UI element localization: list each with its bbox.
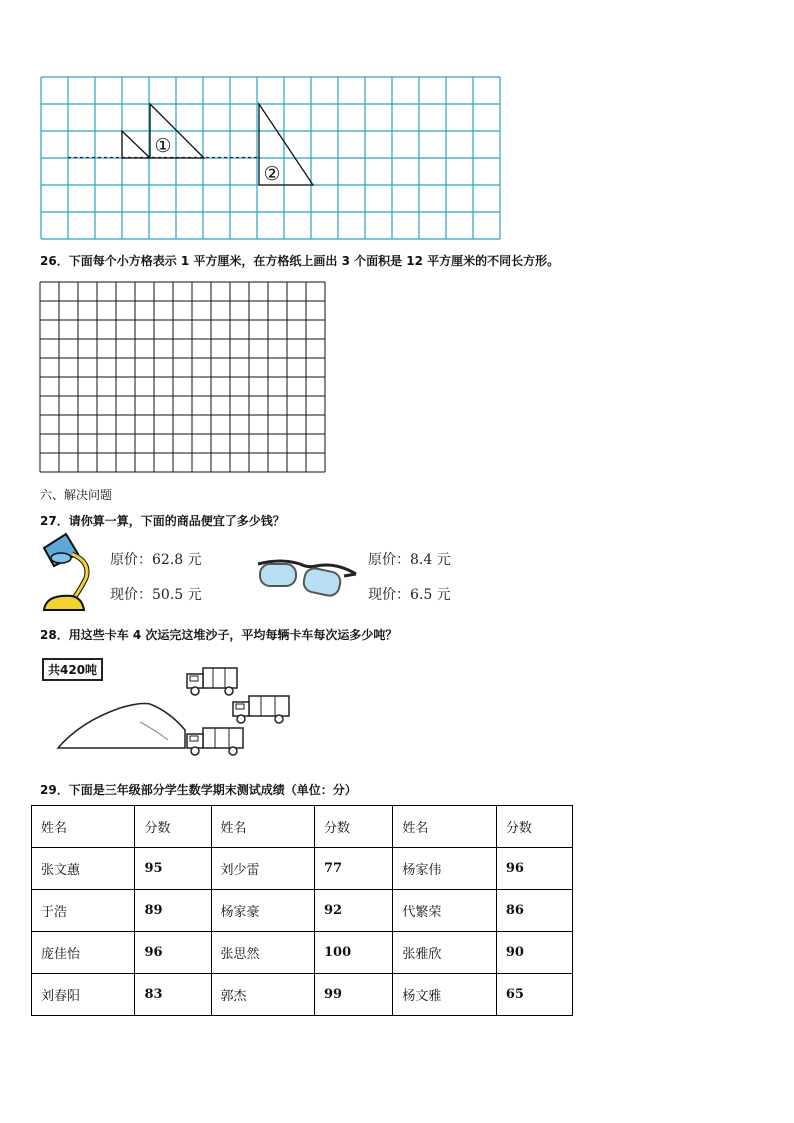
triangle-1-label: ① bbox=[154, 135, 172, 157]
triangle-grid-figure bbox=[0, 0, 794, 250]
triangle-2-label: ② bbox=[263, 163, 281, 185]
score-cell: 100 bbox=[315, 932, 393, 974]
sand-pile bbox=[58, 704, 185, 749]
question-27: 27．请你算一算，下面的商品便宜了多少钱？ bbox=[40, 514, 285, 528]
lamp-current-price: 现价：50.5 元 bbox=[110, 587, 202, 603]
score-cell: 90 bbox=[496, 932, 572, 974]
truck-bottom bbox=[187, 728, 243, 755]
table-row bbox=[32, 848, 573, 890]
black-grid bbox=[40, 282, 325, 472]
lamp-original-price: 原价：62.8 元 bbox=[110, 552, 202, 568]
glasses-original-price: 原价：8.4 元 bbox=[368, 552, 451, 568]
name-cell: 刘春阳 bbox=[32, 974, 135, 1016]
name-cell: 于浩 bbox=[32, 890, 135, 932]
score-cell: 99 bbox=[315, 974, 393, 1016]
glasses-current-price: 现价：6.5 元 bbox=[368, 587, 451, 603]
question-29: 29．下面是三年级部分学生数学期末测试成绩（单位：分） bbox=[40, 783, 357, 797]
square-grid-paper bbox=[35, 278, 330, 474]
section-6-title: 六、解决问题 bbox=[40, 488, 113, 502]
name-cell: 张文蕙 bbox=[32, 848, 135, 890]
sand-total-sign: 共420吨 bbox=[42, 658, 103, 681]
table-row bbox=[32, 932, 573, 974]
table-row bbox=[32, 890, 573, 932]
header-cell: 姓名 bbox=[393, 806, 496, 848]
name-cell: 杨家伟 bbox=[393, 848, 496, 890]
header-cell: 姓名 bbox=[211, 806, 314, 848]
question-28: 28．用这些卡车 4 次运完这堆沙子，平均每辆卡车每次运多少吨？ bbox=[40, 628, 398, 642]
scores-table bbox=[31, 805, 573, 1016]
question-26: 26．下面每个小方格表示 1 平方厘米，在方格纸上画出 3 个面积是 12 平方厘米的不同长方形。 bbox=[40, 254, 560, 268]
sand-pile-and-trucks bbox=[50, 660, 300, 760]
truck-middle bbox=[233, 696, 289, 723]
score-cell: 92 bbox=[315, 890, 393, 932]
desk-lamp-image bbox=[36, 532, 98, 614]
name-cell: 刘少雷 bbox=[211, 848, 314, 890]
score-cell: 96 bbox=[135, 932, 211, 974]
name-cell: 杨文雅 bbox=[393, 974, 496, 1016]
table-row bbox=[32, 974, 573, 1016]
score-cell: 77 bbox=[315, 848, 393, 890]
table-header-row bbox=[32, 806, 573, 848]
glasses-image bbox=[256, 556, 360, 606]
score-cell: 65 bbox=[496, 974, 572, 1016]
name-cell: 张思然 bbox=[211, 932, 314, 974]
name-cell: 杨家豪 bbox=[211, 890, 314, 932]
truck-top bbox=[187, 668, 237, 695]
name-cell: 郭杰 bbox=[211, 974, 314, 1016]
header-cell: 分数 bbox=[315, 806, 393, 848]
header-cell: 姓名 bbox=[32, 806, 135, 848]
score-cell: 96 bbox=[496, 848, 572, 890]
triangle-1-small bbox=[122, 131, 150, 158]
header-cell: 分数 bbox=[496, 806, 572, 848]
header-cell: 分数 bbox=[135, 806, 211, 848]
score-cell: 95 bbox=[135, 848, 211, 890]
name-cell: 张雅欣 bbox=[393, 932, 496, 974]
blue-grid bbox=[41, 77, 500, 239]
score-cell: 89 bbox=[135, 890, 211, 932]
name-cell: 庞佳怡 bbox=[32, 932, 135, 974]
name-cell: 代繁荣 bbox=[393, 890, 496, 932]
score-cell: 83 bbox=[135, 974, 211, 1016]
score-cell: 86 bbox=[496, 890, 572, 932]
